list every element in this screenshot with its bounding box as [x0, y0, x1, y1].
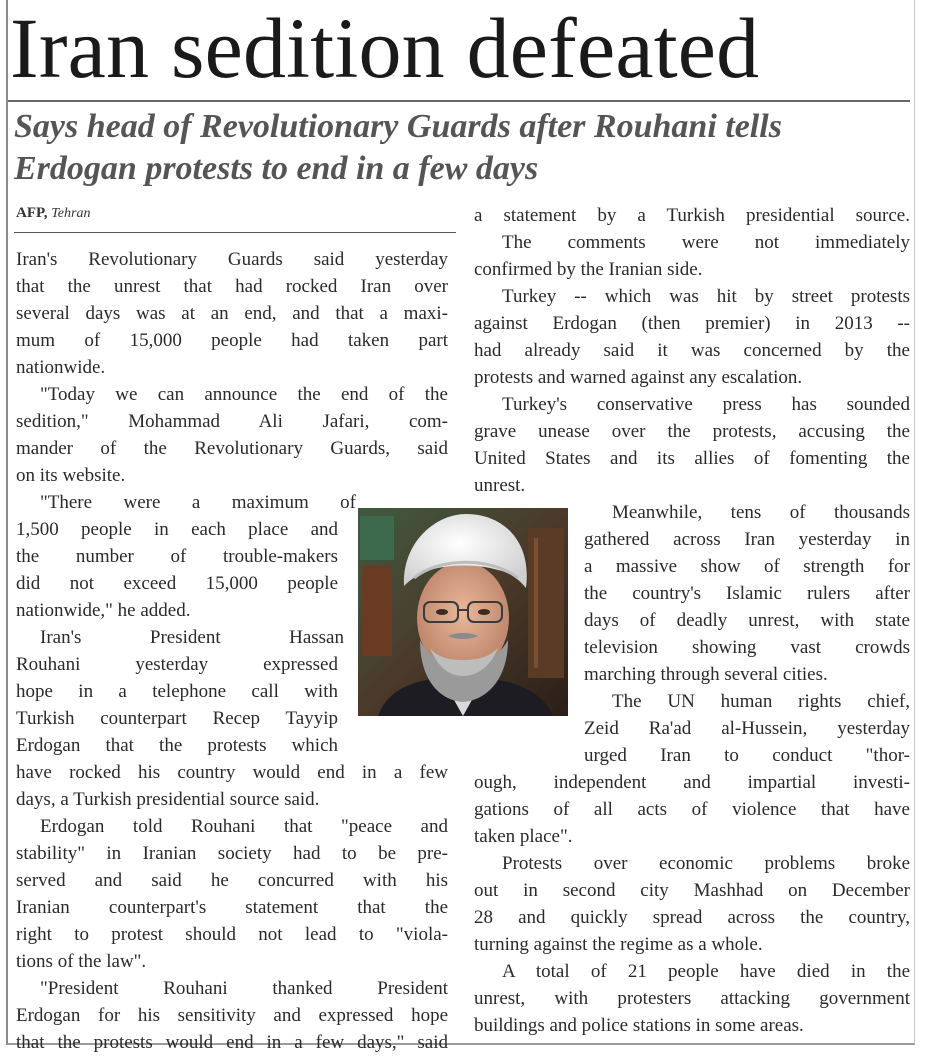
body-line: confirmed by the Iranian side.	[474, 259, 703, 280]
body-line: A total of 21 people have died in the	[502, 961, 910, 982]
body-line: gathered across Iran yesterday in	[584, 529, 910, 550]
body-line: Erdogan for his sensitivity and expressed hope	[16, 1005, 448, 1026]
byline-agency: AFP,	[16, 205, 48, 221]
body-line: right to protest should not lead to "viola-	[16, 924, 448, 945]
body-line: served and said he concurred with his	[16, 870, 448, 891]
body-line: a statement by a Turkish presidential source.	[474, 205, 910, 226]
body-line: taken place".	[474, 826, 573, 847]
body-line: Protests over economic problems broke	[502, 853, 910, 874]
body-line: did not exceed 15,000 people	[16, 573, 338, 594]
body-line: Iranian counterpart's statement that the	[16, 897, 448, 918]
body-line: turning against the regime as a whole.	[474, 934, 763, 955]
body-line: a massive show of strength for	[584, 556, 910, 577]
body-line: buildings and police stations in some areas.	[474, 1015, 804, 1036]
body-line: several days was at an end, and that a maxi-	[16, 303, 448, 324]
body-line: out in second city Mashhad on December	[474, 880, 910, 901]
body-line: Iran's President Hassan	[40, 627, 344, 648]
body-line: ough, independent and impartial investi-	[474, 772, 910, 793]
body-line: Zeid Ra'ad al-Hussein, yesterday	[584, 718, 910, 739]
body-line: "President Rouhani thanked President	[40, 978, 448, 999]
body-line: Rouhani yesterday expressed	[16, 654, 338, 675]
body-line: The UN human rights chief,	[612, 691, 910, 712]
body-line: the country's Islamic rulers after	[584, 583, 910, 604]
body-line: that the protests would end in a few days," said	[16, 1032, 448, 1053]
body-line: days of deadly unrest, with state	[584, 610, 910, 631]
byline	[16, 205, 90, 222]
body-line: mander of the Revolutionary Guards, said	[16, 438, 448, 459]
body-line: unrest, with protesters attacking government	[474, 988, 910, 1009]
body-line: that the unrest that had rocked Iran over	[16, 276, 448, 297]
body-line: against Erdogan (then premier) in 2013 --	[474, 313, 910, 334]
body-line: have rocked his country would end in a few	[16, 762, 448, 783]
body-line: Turkish counterpart Recep Tayyip	[16, 708, 338, 729]
body-line: nationwide.	[16, 357, 106, 378]
body-line: on its website.	[16, 465, 126, 486]
body-line: nationwide," he added.	[16, 600, 191, 621]
body-line: "There were a maximum of	[40, 492, 356, 513]
body-line: tions of the law".	[16, 951, 147, 972]
body-line: the number of trouble-makers	[16, 546, 338, 567]
byline-city: Tehran	[51, 206, 91, 221]
body-line: urged Iran to conduct "thor-	[584, 745, 910, 766]
body-line: Meanwhile, tens of thousands	[612, 502, 910, 523]
body-line: television showing vast crowds	[584, 637, 910, 658]
body-line: days, a Turkish presidential source said.	[16, 789, 320, 810]
body-line: 28 and quickly spread across the country,	[474, 907, 910, 928]
body-line: The comments were not immediately	[502, 232, 910, 253]
headline: Iran sedition defeated	[10, 0, 760, 96]
body-line: Iran's Revolutionary Guards said yesterday	[16, 249, 448, 270]
body-line: mum of 15,000 people had taken part	[16, 330, 448, 351]
body-line: hope in a telephone call with	[16, 681, 338, 702]
body-line: "Today we can announce the end of the	[40, 384, 448, 405]
body-line: grave unease over the protests, accusing the	[474, 421, 910, 442]
body-line: sedition," Mohammad Ali Jafari, com-	[16, 411, 448, 432]
cleric-portrait-photo	[358, 508, 568, 716]
body-line: had already said it was concerned by the	[474, 340, 910, 361]
body-line: protests and warned against any escalation.	[474, 367, 803, 388]
body-line: United States and its allies of fomenting the	[474, 448, 910, 469]
body-line: unrest.	[474, 475, 526, 496]
body-line: marching through several cities.	[584, 664, 828, 685]
body-line: Erdogan that the protests which	[16, 735, 338, 756]
subheadline: Says head of Revolutionary Guards after Rouhani tells Erdogan protests to end in a few days	[14, 108, 782, 187]
byline-rule	[14, 232, 456, 233]
body-line: Erdogan told Rouhani that "peace and	[40, 816, 448, 837]
body-line: Turkey's conservative press has sounded	[502, 394, 910, 415]
body-line: 1,500 people in each place and	[16, 519, 338, 540]
headline-rule	[8, 100, 910, 102]
body-line: stability" in Iranian society had to be pre-	[16, 843, 448, 864]
body-line: gations of all acts of violence that have	[474, 799, 910, 820]
body-line: Turkey -- which was hit by street protests	[502, 286, 910, 307]
